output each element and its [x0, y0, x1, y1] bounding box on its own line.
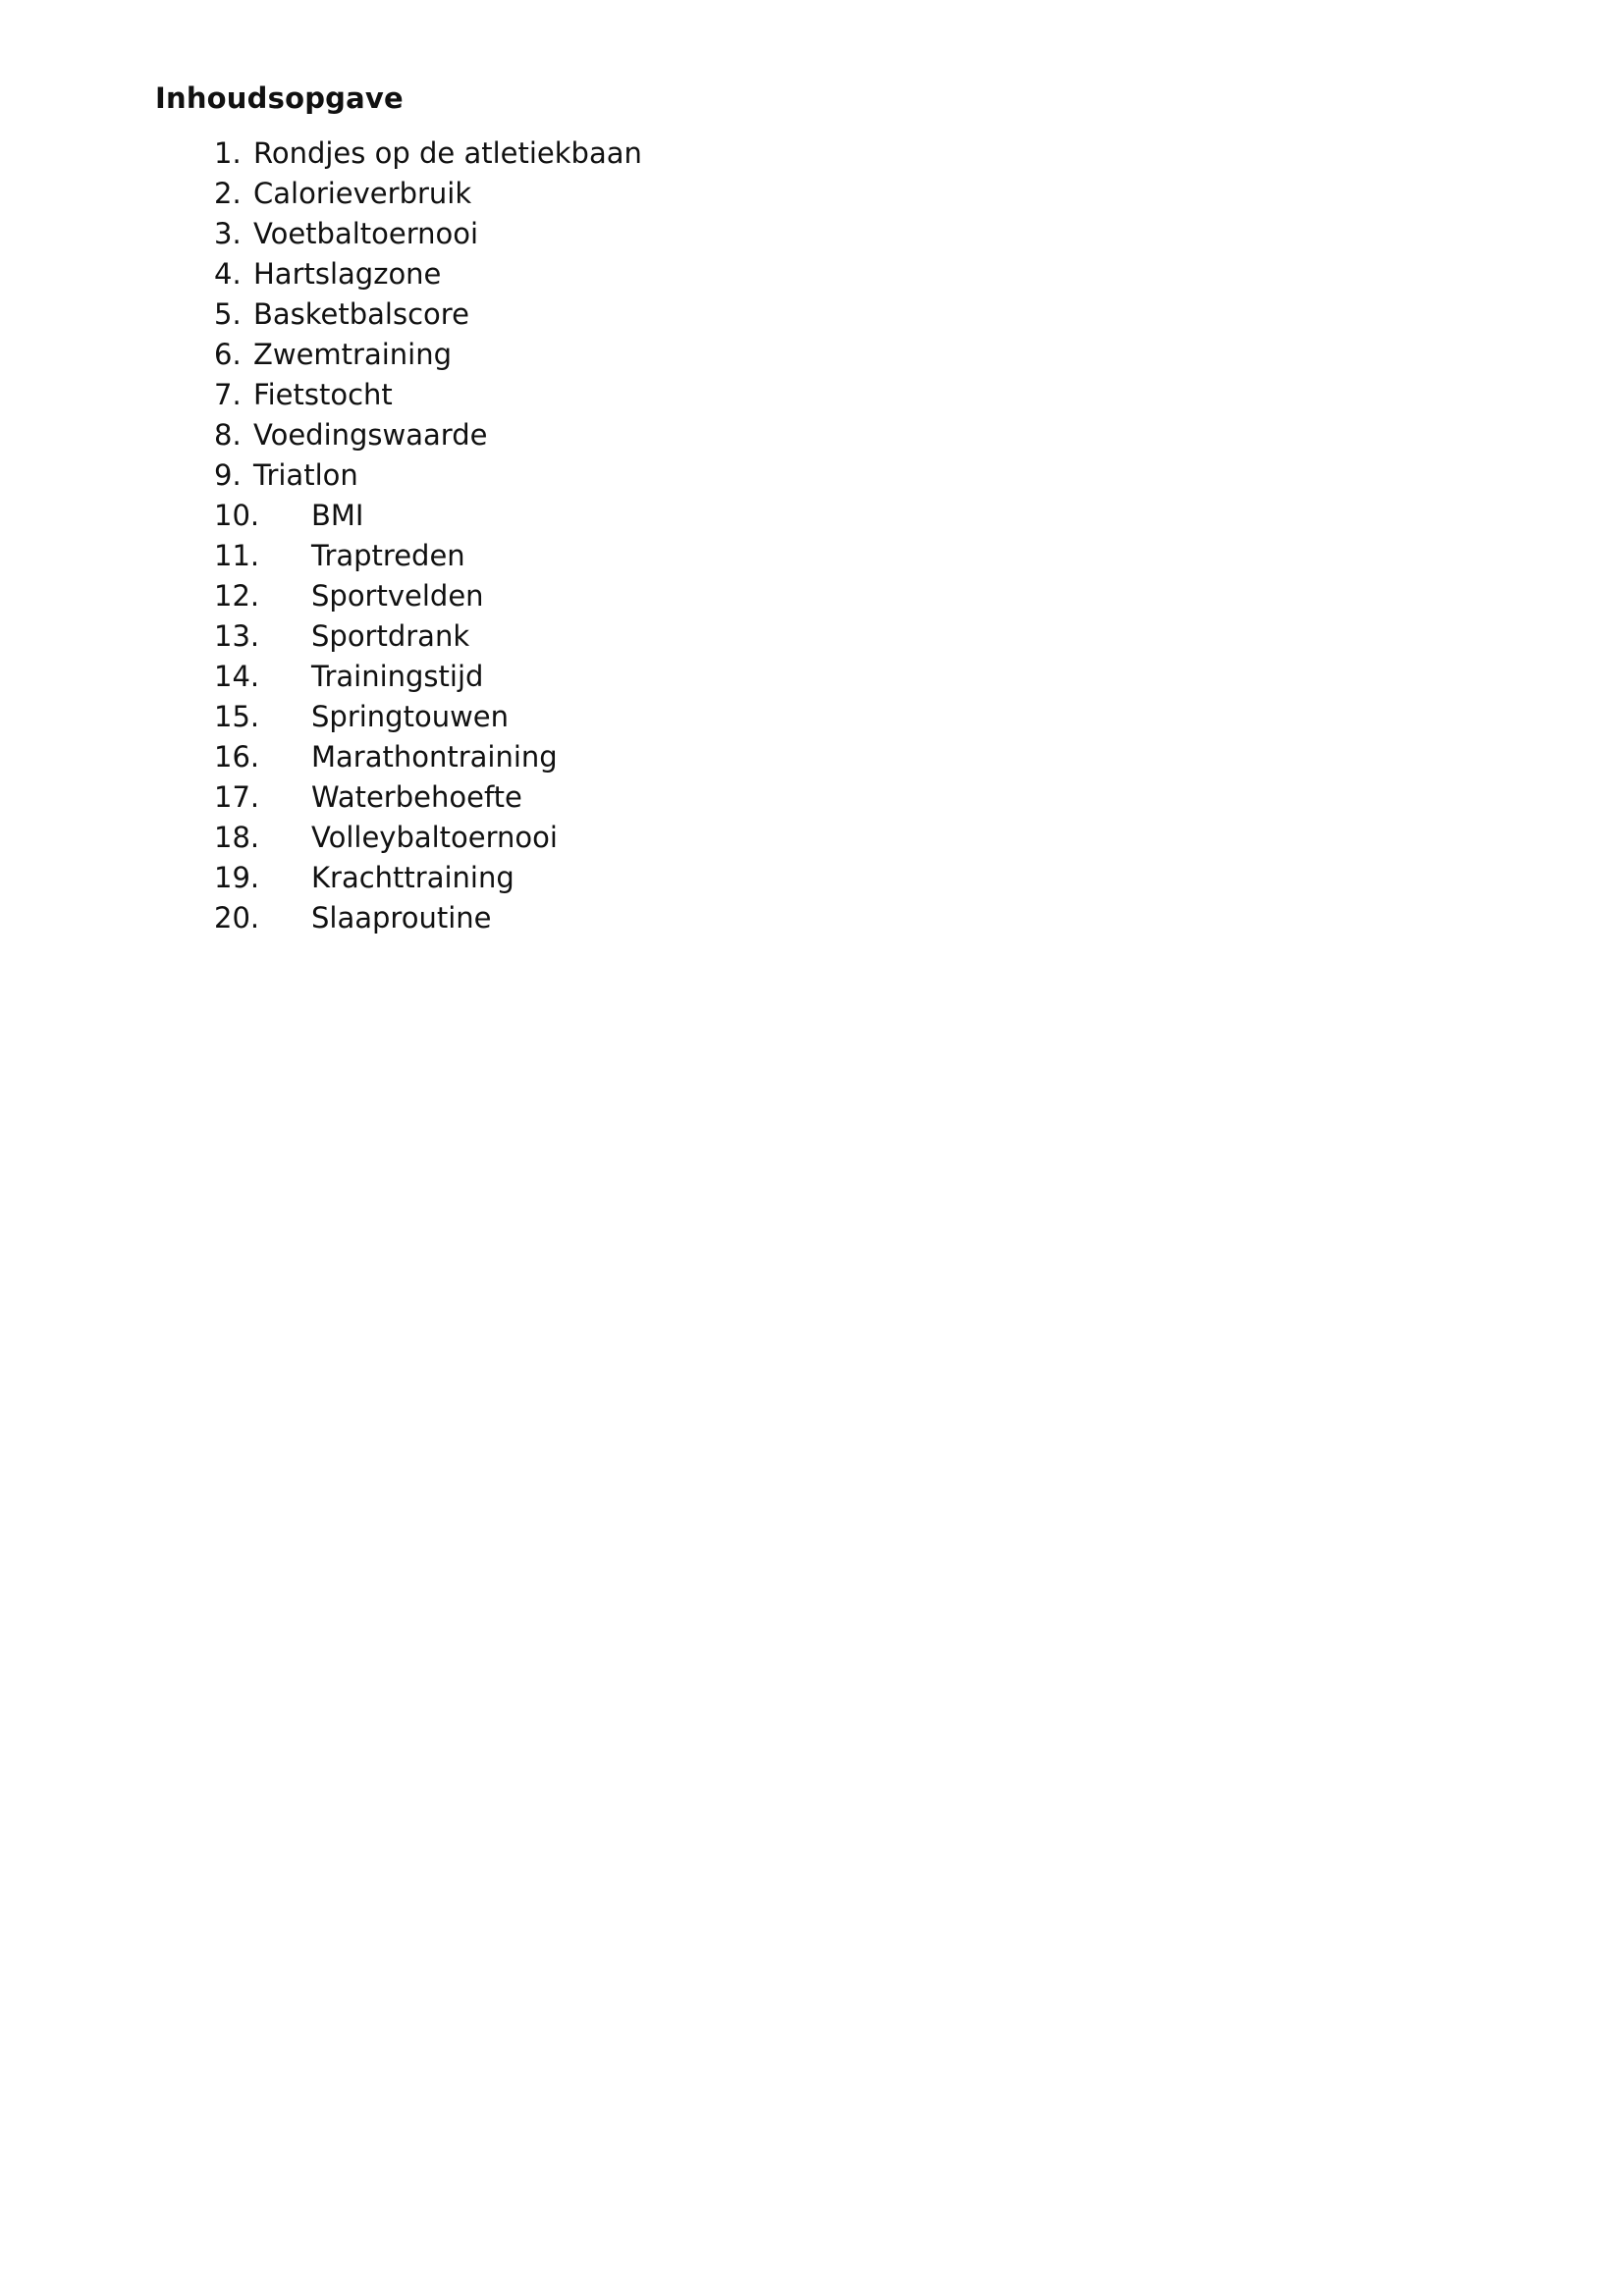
toc-item-number: 17. — [214, 780, 260, 814]
toc-item-number: 12. — [214, 579, 260, 613]
toc-item-number: 7. — [214, 378, 242, 411]
toc-item-label: Voetbaltoernooi — [253, 217, 479, 250]
toc-item-label: Basketbalscore — [253, 297, 469, 331]
toc-item-label: Zwemtraining — [253, 338, 453, 371]
toc-item-number: 1. — [214, 136, 242, 170]
toc-item-label: BMI — [311, 499, 364, 532]
toc-title: Inhoudsopgave — [155, 81, 404, 115]
toc-item-number: 3. — [214, 217, 242, 250]
toc-item-number: 11. — [214, 539, 260, 572]
toc-item-number: 15. — [214, 700, 260, 733]
toc-item-number: 8. — [214, 418, 242, 452]
toc-item-number: 2. — [214, 177, 242, 210]
toc-item-label: Voedingswaarde — [253, 418, 488, 452]
toc-item-label: Trainingstijd — [311, 660, 484, 693]
toc-item-label: Waterbehoefte — [311, 780, 522, 814]
toc-item-label: Marathontraining — [311, 740, 558, 774]
toc-item-label: Hartslagzone — [253, 257, 442, 291]
toc-item-number: 13. — [214, 619, 260, 653]
toc-item-label: Sportdrank — [311, 619, 470, 653]
toc-item-label: Springtouwen — [311, 700, 510, 733]
toc-item-number: 14. — [214, 660, 260, 693]
toc-item-label: Volleybaltoernooi — [311, 821, 558, 854]
toc-item-label: Krachttraining — [311, 861, 514, 894]
toc-item-number: 6. — [214, 338, 242, 371]
toc-item-label: Calorieverbruik — [253, 177, 472, 210]
toc-item-label: Traptreden — [311, 539, 465, 572]
toc-item-label: Triatlon — [253, 458, 358, 492]
toc-item-label: Rondjes op de atletiekbaan — [253, 136, 642, 170]
toc-item-number: 5. — [214, 297, 242, 331]
toc-item-number: 20. — [214, 901, 260, 934]
toc-item-label: Fietstocht — [253, 378, 393, 411]
toc-item-number: 9. — [214, 458, 242, 492]
toc-item-number: 18. — [214, 821, 260, 854]
toc-item-number: 19. — [214, 861, 260, 894]
toc-item-label: Sportvelden — [311, 579, 484, 613]
toc-item-number: 16. — [214, 740, 260, 774]
toc-item-number: 4. — [214, 257, 242, 291]
toc-item-number: 10. — [214, 499, 260, 532]
toc-item-label: Slaaproutine — [311, 901, 492, 934]
